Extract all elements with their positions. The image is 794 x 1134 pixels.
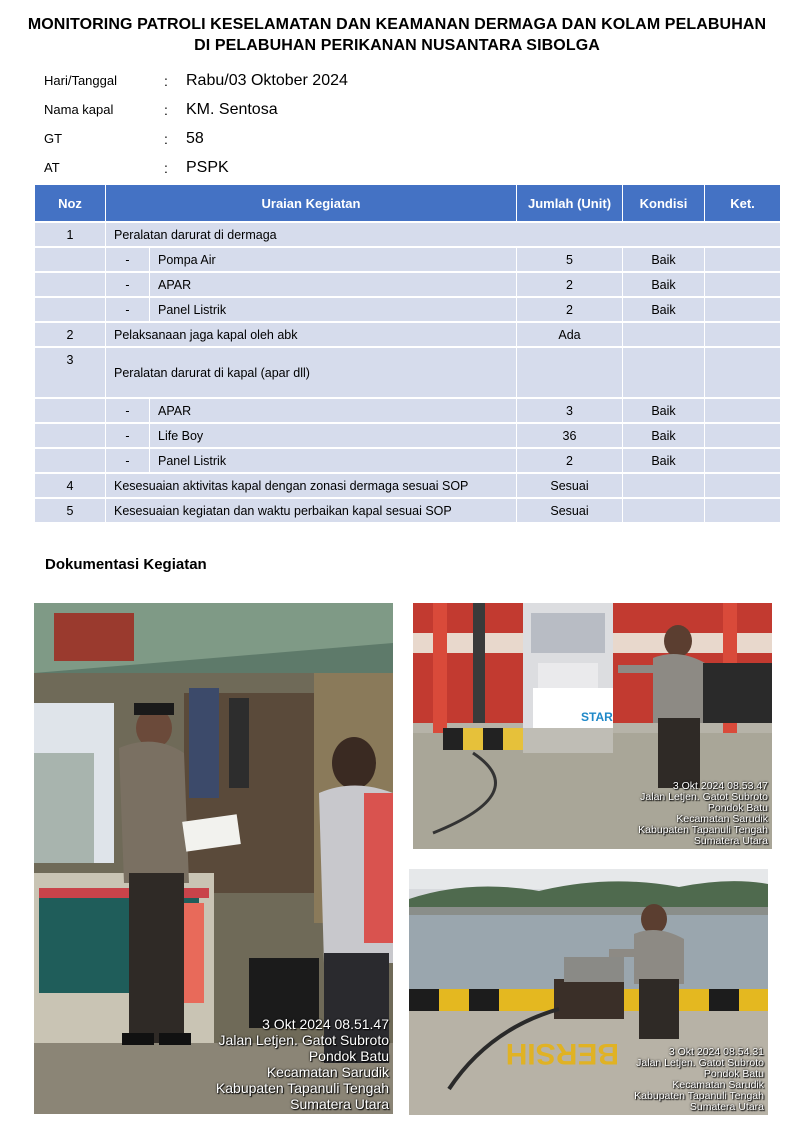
info-colon: :	[164, 130, 168, 147]
info-row-ship-name	[44, 95, 544, 124]
cell-item: Life Boy	[150, 422, 517, 447]
cell-kondisi: Baik	[623, 422, 705, 447]
cell-no: 1	[35, 221, 106, 246]
cell-ket	[705, 447, 780, 472]
cell-jumlah	[517, 346, 623, 397]
info-colon: :	[164, 159, 168, 176]
cell-jumlah: 5	[517, 246, 623, 271]
cell-no	[35, 296, 106, 321]
cell-kondisi: Baik	[623, 271, 705, 296]
cell-uraian: Peralatan darurat di kapal (apar dll)	[106, 346, 517, 397]
photo-stamp	[216, 1016, 389, 1112]
table-row	[35, 346, 780, 397]
stamp-province: Sumatera Utara	[693, 835, 768, 847]
cell-dash: -	[106, 397, 150, 422]
cell-kondisi: Baik	[623, 246, 705, 271]
cell-jumlah: Sesuai	[517, 472, 623, 497]
photo-fuel-dispenser	[413, 603, 772, 849]
info-row-date	[44, 66, 544, 95]
stamp-street: Jalan Letjen. Gatot Subroto	[640, 791, 768, 803]
stamp-datetime: 3 Okt 2024 08.51.47	[262, 1016, 389, 1032]
cell-jumlah: 3	[517, 397, 623, 422]
cell-ket	[705, 497, 780, 522]
cell-uraian: Kesesuaian kegiatan dan waktu perbaikan kapal sesuai SOP	[106, 497, 517, 522]
cell-dash: -	[106, 447, 150, 472]
cell-no	[35, 246, 106, 271]
header-jumlah: Jumlah (Unit)	[517, 185, 623, 221]
title-line-2: DI PELABUHAN PERIKANAN NUSANTARA SIBOLGA	[194, 37, 600, 54]
cell-kondisi	[623, 497, 705, 522]
cell-no: 2	[35, 321, 106, 346]
cell-kondisi	[623, 321, 705, 346]
cell-ket	[705, 422, 780, 447]
table-row	[35, 397, 780, 422]
cell-no	[35, 422, 106, 447]
table-row	[35, 271, 780, 296]
cell-no: 4	[35, 472, 106, 497]
info-row-at	[44, 153, 544, 182]
table-row	[35, 246, 780, 271]
info-value: 58	[186, 129, 204, 147]
cell-ket	[705, 271, 780, 296]
document-title	[20, 14, 774, 56]
info-label: AT	[44, 160, 60, 175]
cell-jumlah: 2	[517, 447, 623, 472]
stamp-regency: Kabupaten Tapanuli Tengah	[638, 824, 768, 836]
header-ket: Ket.	[705, 185, 780, 221]
info-colon: :	[164, 72, 168, 89]
cell-jumlah: Ada	[517, 321, 623, 346]
cell-jumlah: 2	[517, 271, 623, 296]
cell-item: Panel Listrik	[150, 447, 517, 472]
stamp-province: Sumatera Utara	[689, 1101, 764, 1113]
cell-kondisi	[623, 346, 705, 397]
table-row	[35, 221, 780, 246]
info-block	[44, 66, 544, 182]
cell-item: Pompa Air	[150, 246, 517, 271]
stamp-datetime: 3 Okt 2024 08.54.31	[668, 1046, 764, 1058]
documentation-heading: Dokumentasi Kegiatan	[45, 556, 207, 573]
cell-jumlah: 2	[517, 296, 623, 321]
info-label: GT	[44, 131, 63, 146]
cell-ket	[705, 472, 780, 497]
stamp-street: Jalan Letjen. Gatot Subroto	[636, 1057, 764, 1069]
table-row	[35, 497, 780, 522]
info-value: PSPK	[186, 158, 229, 176]
stamp-district: Kecamatan Sarudik	[672, 1079, 764, 1091]
stamp-regency: Kabupaten Tapanuli Tengah	[634, 1090, 764, 1102]
info-row-gt	[44, 124, 544, 153]
table-row	[35, 472, 780, 497]
stamp-district: Kecamatan Sarudik	[676, 813, 768, 825]
cell-item: Panel Listrik	[150, 296, 517, 321]
cell-dash: -	[106, 271, 150, 296]
stamp-district: Kecamatan Sarudik	[266, 1064, 389, 1080]
cell-jumlah: Sesuai	[517, 497, 623, 522]
info-value: Rabu/03 Oktober 2024	[186, 71, 348, 89]
cell-ket	[705, 246, 780, 271]
ground-painted-text: BERSIH	[505, 1037, 619, 1070]
photo-stamp	[638, 781, 768, 847]
info-colon: :	[164, 101, 168, 118]
stamp-village: Pondok Batu	[707, 802, 768, 814]
header-uraian: Uraian Kegiatan	[106, 185, 517, 221]
cell-item: APAR	[150, 397, 517, 422]
photo-boat-cabin	[34, 603, 393, 1114]
cell-no: 3	[35, 346, 106, 397]
info-value: KM. Sentosa	[186, 100, 278, 118]
cell-uraian: Kesesuaian aktivitas kapal dengan zonasi dermaga sesuai SOP	[106, 472, 517, 497]
cell-uraian: Pelaksanaan jaga kapal oleh abk	[106, 321, 517, 346]
cell-ket	[705, 346, 780, 397]
activity-table	[35, 185, 780, 522]
cell-ket	[705, 397, 780, 422]
title-line-1: MONITORING PATROLI KESELAMATAN DAN KEAMANAN DERMAGA DAN KOLAM PELABUHAN	[27, 16, 767, 33]
cell-no: 5	[35, 497, 106, 522]
photo-stamp	[634, 1047, 764, 1113]
stamp-street: Jalan Letjen. Gatot Subroto	[218, 1032, 389, 1048]
cell-no	[35, 397, 106, 422]
cell-ket	[705, 296, 780, 321]
cell-uraian: Peralatan darurat di dermaga	[106, 221, 780, 246]
cell-kondisi	[623, 472, 705, 497]
photo-dock-panel	[409, 869, 768, 1115]
cell-dash: -	[106, 246, 150, 271]
table-row	[35, 447, 780, 472]
cell-item: APAR	[150, 271, 517, 296]
cell-dash: -	[106, 422, 150, 447]
info-label: Hari/Tanggal	[44, 73, 117, 88]
table-row	[35, 422, 780, 447]
cell-kondisi: Baik	[623, 397, 705, 422]
info-label: Nama kapal	[44, 102, 114, 117]
cell-no	[35, 271, 106, 296]
stamp-village: Pondok Batu	[703, 1068, 764, 1080]
stamp-regency: Kabupaten Tapanuli Tengah	[215, 1080, 389, 1096]
table-row	[35, 296, 780, 321]
stamp-datetime: 3 Okt 2024 08.53.47	[672, 780, 768, 792]
cell-no	[35, 447, 106, 472]
table-header-row	[35, 185, 780, 221]
dispenser-brand-text: STAR	[581, 710, 613, 724]
header-kondisi: Kondisi	[623, 185, 705, 221]
cell-ket	[705, 321, 780, 346]
stamp-province: Sumatera Utara	[290, 1096, 389, 1112]
cell-kondisi: Baik	[623, 296, 705, 321]
table-row	[35, 321, 780, 346]
cell-jumlah: 36	[517, 422, 623, 447]
stamp-village: Pondok Batu	[308, 1048, 389, 1064]
cell-dash: -	[106, 296, 150, 321]
cell-kondisi: Baik	[623, 447, 705, 472]
header-no: Noz	[35, 185, 106, 221]
